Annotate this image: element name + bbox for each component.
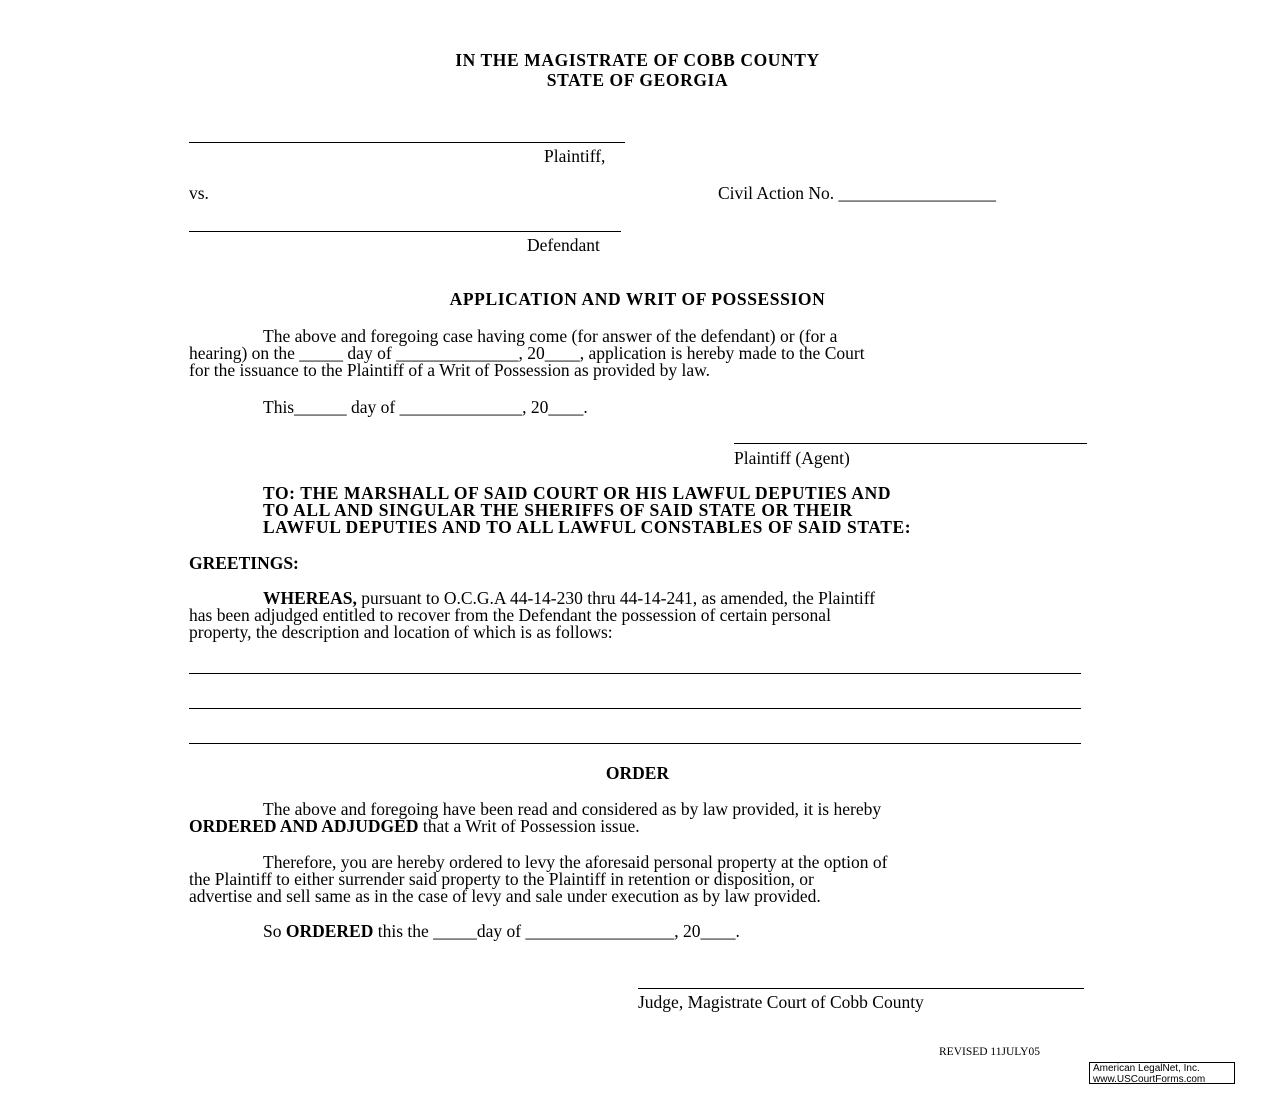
- description-line: [189, 743, 1081, 744]
- judge-label: Judge, Magistrate Court of Cobb County: [638, 992, 924, 1012]
- ordered-adjudged: ORDERED AND ADJUDGED: [189, 816, 419, 836]
- publisher-stamp: [1089, 1062, 1235, 1084]
- defendant-line: [189, 231, 621, 232]
- document-title: APPLICATION AND WRIT OF POSSESSION: [449, 289, 826, 309]
- levy-text: advertise and sell same as in the case of levy and sale under execution as by law provided.: [189, 886, 821, 906]
- stamp-line: American LegalNet, Inc.: [1093, 1063, 1200, 1074]
- so-ordered-rest: this the _____day of _________________, 20____.: [373, 921, 740, 941]
- revision-note: REVISED 11JULY05: [939, 1046, 1040, 1058]
- application-text: hearing) on the _____ day of ______________, 20____, application is hereby made to the Court: [189, 343, 865, 363]
- application-date: This______ day of ______________, 20____.: [263, 397, 588, 417]
- application-text: for the issuance to the Plaintiff of a Writ of Possession as provided by law.: [189, 360, 710, 380]
- so-prefix: So: [263, 921, 286, 941]
- civil-action-number: Civil Action No. __________________: [718, 183, 997, 203]
- order-text: The above and foregoing have been read and considered as by law provided, it is hereby: [263, 799, 882, 819]
- whereas-text: has been adjudged entitled to recover from the Defendant the possession of certain personal: [189, 605, 831, 625]
- levy-text: Therefore, you are hereby ordered to levy the aforesaid personal property at the option of: [263, 852, 888, 872]
- address-text: TO: THE MARSHALL OF SAID COURT OR HIS LAWFUL DEPUTIES AND: [263, 483, 892, 503]
- so-ordered-line: [263, 922, 740, 940]
- plaintiff-line: [189, 142, 625, 143]
- plaintiff-agent-signature-line: [734, 443, 1087, 444]
- levy-text: the Plaintiff to either surrender said property to the Plaintiff in retention or disposition, or: [189, 869, 814, 889]
- description-line: [189, 673, 1081, 674]
- order-text-rest: that a Writ of Possession issue.: [418, 816, 640, 836]
- greetings-label: GREETINGS:: [189, 553, 299, 573]
- defendant-label: Defendant: [527, 235, 600, 255]
- application-text: The above and foregoing case having come (for answer of the defendant) or (for a: [263, 326, 838, 346]
- court-header: IN THE MAGISTRATE OF COBB COUNTY: [455, 50, 820, 70]
- whereas-bold: WHEREAS,: [263, 588, 357, 608]
- plaintiff-label: Plaintiff,: [544, 146, 606, 166]
- order-title: ORDER: [605, 763, 670, 783]
- stamp-line: www.USCourtForms.com: [1093, 1073, 1206, 1085]
- whereas-text: property, the description and location of which is as follows:: [189, 622, 613, 642]
- order-text: [189, 817, 640, 835]
- address-text: LAWFUL DEPUTIES AND TO ALL LAWFUL CONSTABLES OF SAID STATE:: [263, 517, 912, 537]
- description-line: [189, 708, 1081, 709]
- whereas-rest: pursuant to O.C.G.A 44-14-230 thru 44-14-241, as amended, the Plaintiff: [356, 588, 876, 608]
- address-text: TO ALL AND SINGULAR THE SHERIFFS OF SAID STATE OR THEIR: [263, 500, 853, 520]
- state-header: STATE OF GEORGIA: [546, 70, 729, 90]
- vs-label: vs.: [189, 183, 209, 203]
- plaintiff-agent-label: Plaintiff (Agent): [734, 448, 850, 468]
- judge-signature-line: [638, 988, 1084, 989]
- ordered-bold: ORDERED: [285, 921, 374, 941]
